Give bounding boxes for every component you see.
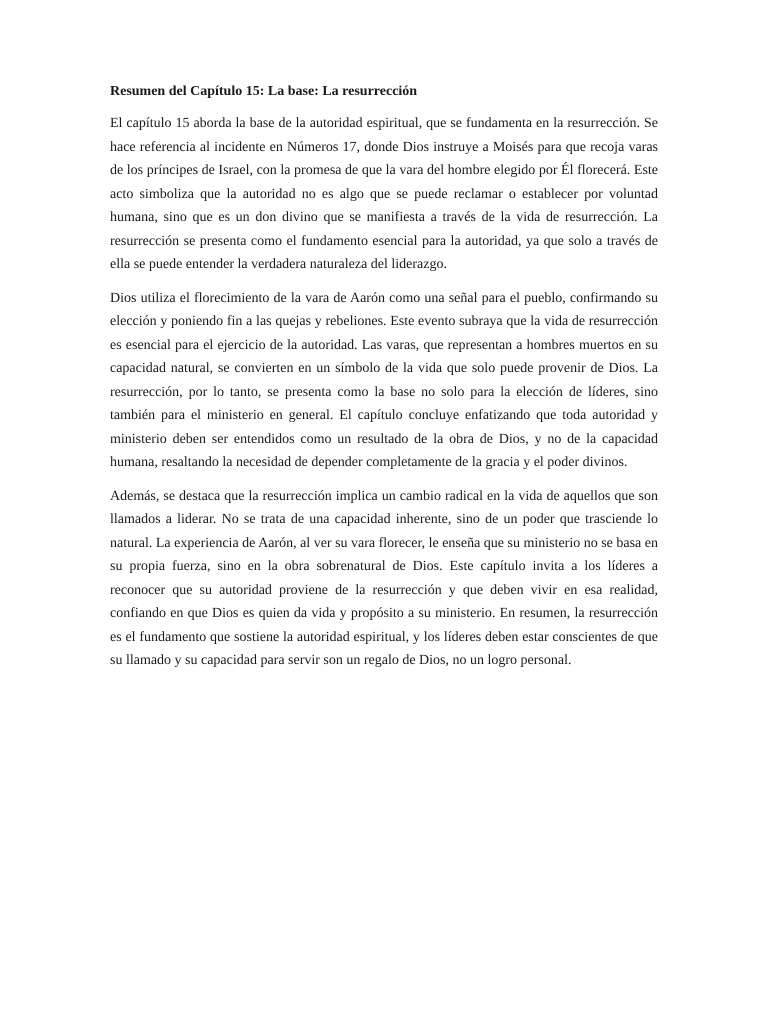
document-title: Resumen del Capítulo 15: La base: La resurrección xyxy=(110,84,418,99)
paragraph-3: Además, se destaca que la resurrección implica un cambio radical en la vida de aquellos que son llamados a liderar. No se trata de una capacidad inherente, sino de un poder que trasciende lo natural. La experiencia de Aarón, al ver su vara florecer, le enseña que su ministerio no se basa en su propia fuerza, sino en la obra sobrenatural de Dios. Este capítulo invita a los líderes a reconocer que su autoridad proviene de la resurrección y que deben vivir en esa realidad, confiando en que Dios es quien da vida y propósito a su ministerio. En resumen, la resurrección es el fundamento que sostiene la autoridad espiritual, y los líderes deben estar conscientes de que su llamado y su capacidad para servir son un regalo de Dios, no un logro personal. xyxy=(110,488,658,668)
document-body xyxy=(110,82,658,683)
paragraph-1: El capítulo 15 aborda la base de la autoridad espiritual, que se fundamenta en la resurrección. Se hace referencia al incidente en Números 17, donde Dios instruye a Moisés para que recoja varas de los príncipes de Israel, con la promesa de que la vara del hombre elegido por Él florecerá. Este acto simboliza que la autoridad no es algo que se puede reclamar o establecer por voluntad humana, sino que es un don divino que se manifiesta a través de la vida de resurrección. La resurrección se presenta como el fundamento esencial para la autoridad, ya que solo a través de ella se puede entender la verdadera naturaleza del liderazgo. xyxy=(110,116,658,272)
paragraph-2: Dios utiliza el florecimiento de la vara de Aarón como una señal para el pueblo, confirmando su elección y poniendo fin a las quejas y rebeliones. Este evento subraya que la vida de resurrección es esencial para el ejercicio de la autoridad. Las varas, que representan a hombres muertos en su capacidad natural, se convierten en un símbolo de la vida que solo puede provenir de Dios. La resurrección, por lo tanto, se presenta como la base no solo para la elección de líderes, sino también para el ministerio en general. El capítulo concluye enfatizando que toda autoridad y ministerio deben ser entendidos como un resultado de la obra de Dios, y no de la capacidad humana, resaltando la necesidad de depender completamente de la gracia y el poder divinos. xyxy=(110,290,658,470)
